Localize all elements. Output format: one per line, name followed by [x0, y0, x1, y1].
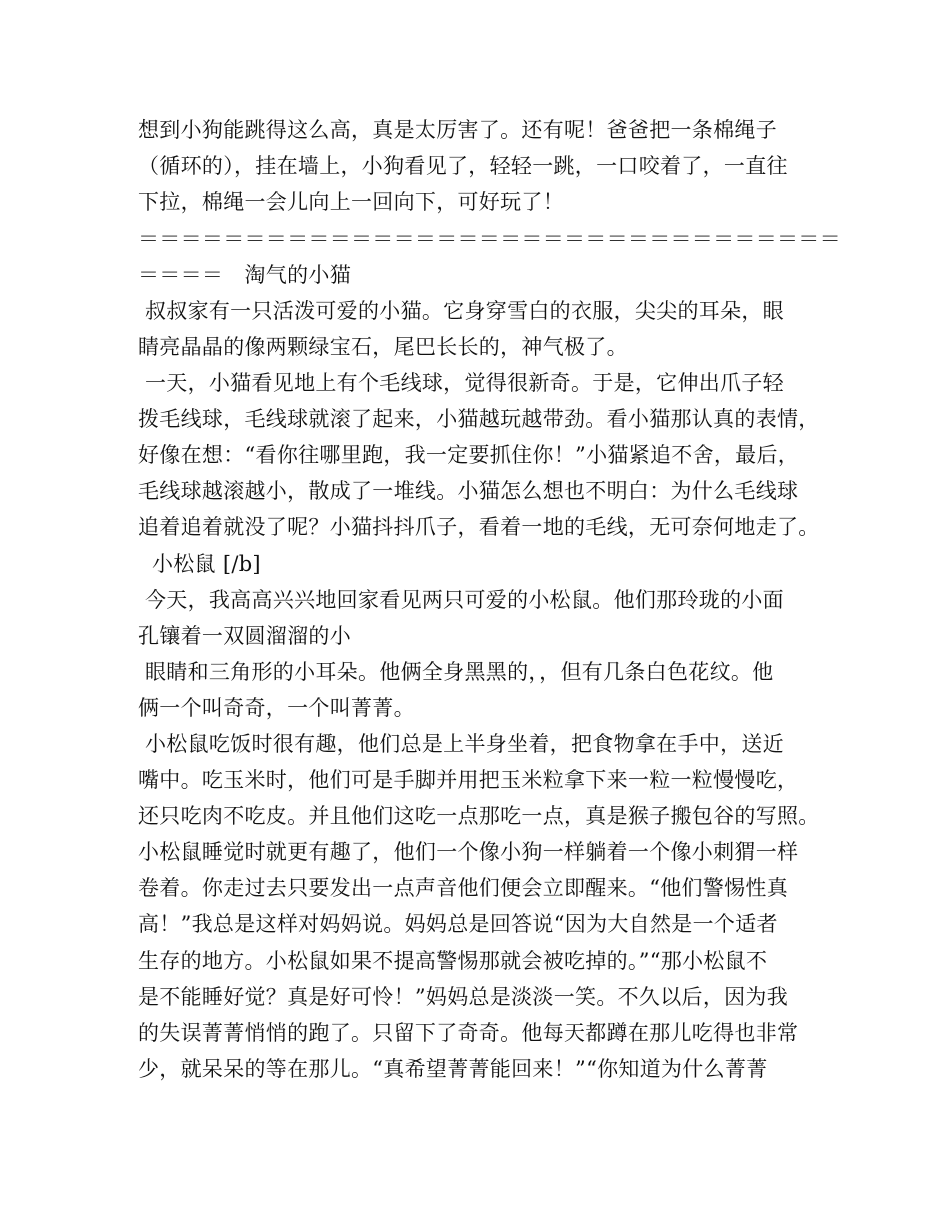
text-line: 还只吃肉不吃皮。并且他们这吃一点那吃一点，真是猴子搬包谷的写照。	[138, 804, 820, 828]
text-line: 高！”我总是这样对妈妈说。妈妈总是回答说“因为大自然是一个适者	[138, 912, 778, 936]
text-line: 睛亮晶晶的像两颗绿宝石，尾巴长长的，神气极了。	[138, 335, 628, 359]
text-line: 下拉，棉绳一会儿向上一回向下，可好玩了！	[138, 190, 564, 214]
text-line: 俩一个叫奇奇，一个叫菁菁。	[138, 696, 415, 720]
text-line: 追着追着就没了呢？小猫抖抖爪子，看着一地的毛线，无可奈何地走了。	[138, 515, 820, 539]
text-line: 眼睛和三角形的小耳朵。他俩全身黑黑的，，但有几条白色花纹。他	[138, 660, 774, 684]
text-line: 好像在想：“看你往哪里跑，我一定要抓住你！”小猫紧追不舍，最后，	[138, 443, 800, 467]
text-line: 是不能睡好觉？真是好可怜！”妈妈总是淡淡一笑。不久以后，因为我	[138, 985, 789, 1009]
text-line: 想到小狗能跳得这么高，真是太厉害了。还有呢！爸爸把一条棉绳子	[138, 118, 777, 142]
section-title-line: 小松鼠 [/b]	[138, 552, 261, 576]
text-line: （循环的），挂在墙上，小狗看见了，轻轻一跳，一口咬着了，一直往	[138, 154, 788, 178]
text-line: 的失误菁菁悄悄的跑了。只留下了奇奇。他每天都蹲在那儿吃得也非常	[138, 1021, 799, 1045]
text-line: 少，就呆呆的等在那儿。“真希望菁菁能回来！”“你知道为什么菁菁	[138, 1057, 768, 1081]
text-line: 卷着。你走过去只要发出一点声音他们便会立即醒来。“他们警惕性真	[138, 876, 789, 900]
text-line: 孔镶着一双圆溜溜的小	[138, 624, 351, 648]
text-line: 今天，我高高兴兴地回家看见两只可爱的小松鼠。他们那玲珑的小面	[138, 588, 784, 612]
text-line: 拨毛线球，毛线球就滚了起来，小猫越玩越带劲。看小猫那认真的表情，	[138, 407, 820, 431]
text-line: 小松鼠吃饭时很有趣，他们总是上半身坐着，把食物拿在手中，送近	[138, 732, 784, 756]
text-line: 毛线球越滚越小，散成了一堆线。小猫怎么想也不明白：为什么毛线球	[138, 479, 799, 503]
section-title-line: ＝＝＝＝ 淘气的小猫	[138, 263, 351, 287]
divider-line: ＝＝＝＝＝＝＝＝＝＝＝＝＝＝＝＝＝＝＝＝＝＝＝＝＝＝＝＝＝＝＝＝＝	[138, 227, 841, 251]
text-line: 小松鼠睡觉时就更有趣了，他们一个像小狗一样躺着一个像小刺猬一样	[138, 840, 799, 864]
text-line: 一天，小猫看见地上有个毛线球，觉得很新奇。于是，它伸出爪子轻	[138, 371, 784, 395]
text-line: 叔叔家有一只活泼可爱的小猫。它身穿雪白的衣服，尖尖的耳朵，眼	[138, 299, 784, 323]
text-line: 生存的地方。小松鼠如果不提高警惕那就会被吃掉的。”“那小松鼠不	[138, 949, 768, 973]
text-line: 嘴中。吃玉米时，他们可是手脚并用把玉米粒拿下来一粒一粒慢慢吃，	[138, 768, 799, 792]
